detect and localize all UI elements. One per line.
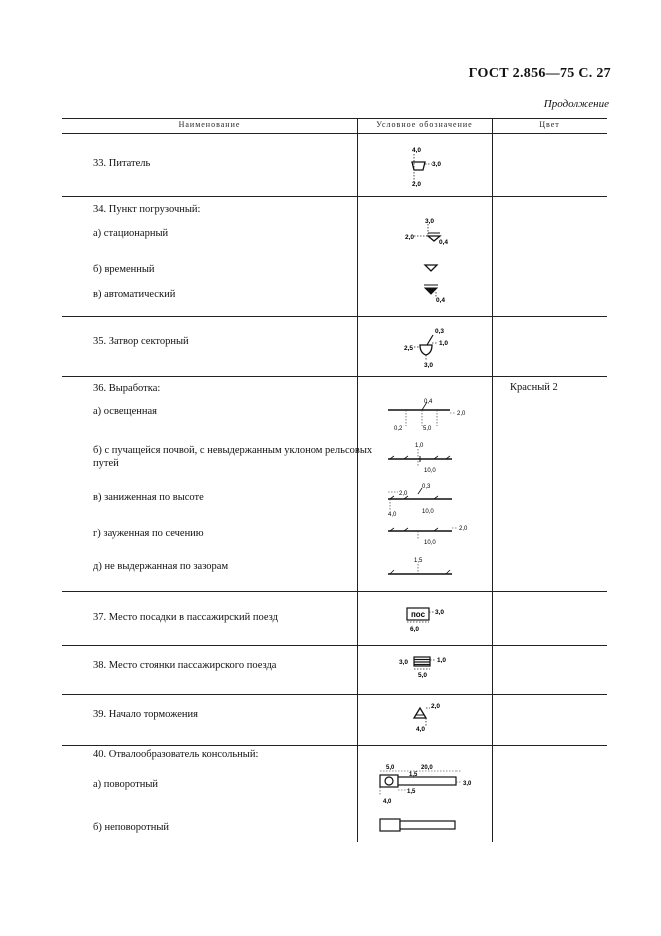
dim-label: 1,5	[409, 772, 418, 778]
row-divider	[62, 196, 607, 197]
dim-label: 10,0	[422, 509, 434, 515]
working-low-height-symbol	[382, 482, 472, 518]
row-divider	[62, 745, 607, 746]
dim-label: 2,0	[412, 181, 422, 188]
dim-label: 2,0	[431, 703, 441, 710]
header-divider	[62, 133, 607, 134]
page-header: ГОСТ 2.856—75 С. 27	[468, 66, 611, 81]
symbols-table	[62, 118, 607, 842]
row-divider	[62, 645, 607, 646]
dim-label: 3,0	[425, 218, 435, 225]
dim-label: 0,4	[439, 239, 449, 246]
working-heaving-soil-symbol	[382, 440, 472, 476]
train-stop-symbol	[398, 651, 468, 681]
dim-label: 5,0	[423, 426, 432, 432]
row-name: 34. Пункт погрузочный:	[93, 204, 201, 215]
dim-label: 4,0	[383, 799, 392, 805]
dim-label: 1,5	[407, 789, 416, 795]
dim-label: 0,4	[436, 297, 446, 304]
row-subitem: б) временный	[93, 264, 155, 275]
dim-label: 4,0	[412, 147, 422, 154]
dim-label: 0,3	[422, 484, 431, 490]
column-header-name: Наименование	[178, 120, 241, 129]
loading-point-stationary-symbol	[402, 216, 462, 248]
dim-label: 6,0	[410, 626, 420, 633]
row-subitem: в) автоматический	[93, 289, 176, 300]
dim-label: 20,0	[421, 765, 433, 771]
column-header-symbol: Условное обозначение	[376, 120, 473, 129]
dim-label: 2,0	[399, 491, 408, 497]
rotary-stacker-symbol	[376, 760, 492, 808]
dim-label: 3,0	[463, 781, 472, 787]
working-lit-symbol	[382, 396, 472, 432]
column-divider	[492, 118, 493, 842]
row-name: 36. Выработка:	[93, 383, 161, 394]
dim-label: 4,0	[388, 512, 397, 518]
dim-label: 2,5	[404, 345, 414, 352]
dim-label: 0,4	[424, 399, 433, 405]
row-subitem: д) не выдержанная по зазорам	[93, 561, 229, 572]
row-divider	[62, 591, 607, 592]
loading-point-temporary-symbol	[422, 262, 442, 274]
row-subitem: б) с пучащейся почвой, с невыдержанным уклоном рельсовых путей	[93, 445, 373, 469]
row-subitem: а) освещенная	[93, 406, 157, 417]
dim-label: 3,0	[432, 161, 442, 168]
sector-gate-symbol	[402, 323, 462, 369]
row-divider	[62, 694, 607, 695]
boarding-place-symbol	[402, 602, 462, 636]
symbol-text: пос	[410, 610, 426, 619]
loading-point-automatic-symbol	[420, 282, 460, 304]
column-divider	[357, 118, 358, 842]
dim-label: 10,0	[424, 468, 436, 474]
dim-label: 0,2	[394, 426, 403, 432]
braking-start-symbol	[406, 696, 456, 734]
dim-label: 2,0	[457, 411, 466, 417]
dim-label: 10,0	[424, 540, 436, 546]
row-name: 33. Питатель	[93, 158, 151, 169]
row-divider	[62, 376, 607, 377]
row-subitem: г) зауженная по сечению	[93, 528, 204, 539]
dim-label: 5,0	[386, 765, 395, 771]
table-border-top	[62, 118, 607, 119]
working-clearance-symbol	[382, 554, 472, 584]
row-subitem: а) стационарный	[93, 228, 169, 239]
continuation-label: Продолжение	[543, 98, 609, 110]
row-name: 39. Начало торможения	[93, 709, 198, 720]
row-divider	[62, 316, 607, 317]
feeder-symbol	[402, 142, 462, 190]
row-subitem: б) неповоротный	[93, 822, 169, 833]
row-name: 38. Место стоянки пассажирского поезда	[93, 660, 277, 671]
dim-label: 3,0	[399, 659, 409, 666]
color-cell: Красный 2	[510, 382, 558, 393]
row-name: 37. Место посадки в пассажирский поезд	[93, 612, 278, 623]
working-narrow-section-symbol	[382, 520, 472, 552]
row-name: 35. Затвор секторный	[93, 336, 189, 347]
dim-label: 0,3	[435, 328, 445, 335]
dim-label: 2,0	[459, 526, 468, 532]
fixed-stacker-symbol	[376, 815, 466, 835]
row-subitem: а) поворотный	[93, 779, 159, 790]
row-name: 40. Отвалообразователь консольный:	[93, 749, 259, 760]
dim-label: 1,5	[414, 558, 423, 564]
column-header-color: Цвет	[539, 120, 560, 129]
dim-label: 4,0	[416, 726, 426, 733]
dim-label: 1,0	[437, 657, 447, 664]
dim-label: 2,0	[405, 234, 415, 241]
dim-label: 1,0	[415, 443, 424, 449]
row-subitem: в) заниженная по высоте	[93, 492, 204, 503]
dim-label: 5,0	[418, 672, 428, 679]
dim-label: 3,0	[435, 609, 445, 616]
dim-label: 3,0	[424, 362, 434, 369]
dim-label: 1,0	[439, 340, 449, 347]
